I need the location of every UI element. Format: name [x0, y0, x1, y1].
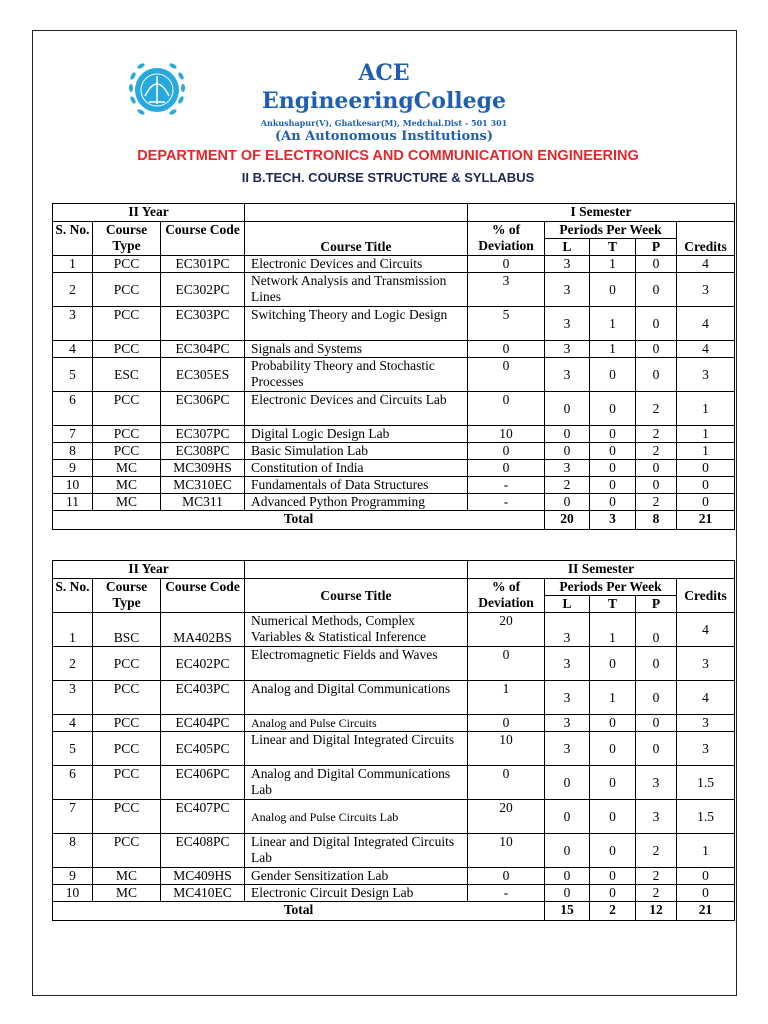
- table-row: [53, 647, 735, 681]
- lecture: 0: [545, 392, 590, 426]
- lecture: 3: [545, 307, 590, 341]
- course-title: Electronic Devices and Circuits: [245, 256, 468, 273]
- course-title: Constitution of India: [245, 460, 468, 477]
- total-label: Total: [53, 511, 545, 530]
- table-row: [53, 732, 735, 766]
- year-label: II Year: [53, 561, 245, 579]
- lecture: 3: [545, 460, 590, 477]
- sno: 7: [53, 800, 93, 834]
- sno: 5: [53, 358, 93, 392]
- deviation: 0: [468, 715, 545, 732]
- lecture: 3: [545, 256, 590, 273]
- table-row: [53, 426, 735, 443]
- col-deviation: % of Deviation: [468, 579, 545, 613]
- course-type: PCC: [93, 256, 161, 273]
- course-type: PCC: [93, 800, 161, 834]
- table-row: [53, 256, 735, 273]
- course-code: EC303PC: [161, 307, 245, 341]
- credits: 3: [677, 715, 735, 732]
- sno: 9: [53, 868, 93, 885]
- column-header-row: [53, 222, 735, 239]
- credits: 0: [677, 885, 735, 902]
- course-title: Linear and Digital Integrated Circuits Lab: [245, 834, 468, 868]
- deviation: 0: [468, 341, 545, 358]
- tutorial: 0: [590, 358, 636, 392]
- sno: 7: [53, 426, 93, 443]
- col-course-title: Course Title: [245, 579, 468, 613]
- semester-1-table: [52, 203, 735, 530]
- spacer: [245, 204, 468, 222]
- credits: 1: [677, 443, 735, 460]
- deviation: -: [468, 477, 545, 494]
- credits: 3: [677, 273, 735, 307]
- practical: 0: [636, 613, 677, 647]
- practical: 3: [636, 800, 677, 834]
- deviation: 10: [468, 732, 545, 766]
- sno: 8: [53, 443, 93, 460]
- practical: 0: [636, 732, 677, 766]
- tutorial: 0: [590, 426, 636, 443]
- deviation: 10: [468, 426, 545, 443]
- practical: 3: [636, 766, 677, 800]
- total-row: [53, 902, 735, 921]
- lecture: 3: [545, 341, 590, 358]
- tutorial: 0: [590, 477, 636, 494]
- semester-label: II Semester: [468, 561, 735, 579]
- tutorial: 0: [590, 443, 636, 460]
- course-code: EC405PC: [161, 732, 245, 766]
- col-course-type: Course Type: [93, 222, 161, 256]
- deviation: 1: [468, 681, 545, 715]
- course-code: EC404PC: [161, 715, 245, 732]
- col-course-code: Course Code: [161, 579, 245, 613]
- col-course-title: Course Title: [245, 222, 468, 256]
- sno: 1: [53, 613, 93, 647]
- sno: 8: [53, 834, 93, 868]
- sno: 3: [53, 681, 93, 715]
- course-type: PCC: [93, 766, 161, 800]
- deviation: 0: [468, 647, 545, 681]
- credits: 3: [677, 647, 735, 681]
- course-title: Digital Logic Design Lab: [245, 426, 468, 443]
- practical: 0: [636, 256, 677, 273]
- course-title: Switching Theory and Logic Design: [245, 307, 468, 341]
- course-code: MC309HS: [161, 460, 245, 477]
- tutorial: 0: [590, 732, 636, 766]
- course-type: ESC: [93, 358, 161, 392]
- course-type: PCC: [93, 341, 161, 358]
- course-type: PCC: [93, 392, 161, 426]
- lecture: 0: [545, 834, 590, 868]
- course-title: Analog and Digital Communications Lab: [245, 766, 468, 800]
- lecture: 0: [545, 426, 590, 443]
- course-type: PCC: [93, 647, 161, 681]
- college-name-ace: ACE: [358, 60, 410, 86]
- credits: 4: [677, 681, 735, 715]
- practical: 2: [636, 868, 677, 885]
- lecture: 0: [545, 494, 590, 511]
- course-type: PCC: [93, 681, 161, 715]
- course-type: MC: [93, 868, 161, 885]
- table-row: [53, 477, 735, 494]
- deviation: 0: [468, 358, 545, 392]
- total-tutorial: 2: [590, 902, 636, 921]
- table-row: [53, 494, 735, 511]
- course-code: EC406PC: [161, 766, 245, 800]
- credits: 0: [677, 494, 735, 511]
- credits: 4: [677, 613, 735, 647]
- lecture: 0: [545, 800, 590, 834]
- total-credits: 21: [677, 511, 735, 530]
- table-row: [53, 443, 735, 460]
- col-credits: Credits: [677, 222, 735, 256]
- table-row: [53, 341, 735, 358]
- practical: 2: [636, 494, 677, 511]
- col-p: P: [636, 596, 677, 613]
- course-title: Network Analysis and Transmission Lines: [245, 273, 468, 307]
- deviation: -: [468, 885, 545, 902]
- course-title: Advanced Python Programming: [245, 494, 468, 511]
- total-label: Total: [53, 902, 545, 921]
- col-periods-per-week: Periods Per Week: [545, 579, 677, 596]
- course-code: EC307PC: [161, 426, 245, 443]
- sno: 9: [53, 460, 93, 477]
- course-type: PCC: [93, 307, 161, 341]
- total-practical: 12: [636, 902, 677, 921]
- tutorial: 0: [590, 766, 636, 800]
- credits: 1.5: [677, 766, 735, 800]
- lecture: 3: [545, 647, 590, 681]
- lecture: 0: [545, 885, 590, 902]
- table-row: [53, 868, 735, 885]
- practical: 0: [636, 715, 677, 732]
- total-credits: 21: [677, 902, 735, 921]
- col-periods-per-week: Periods Per Week: [545, 222, 677, 239]
- practical: 0: [636, 358, 677, 392]
- credits: 0: [677, 868, 735, 885]
- sno: 2: [53, 273, 93, 307]
- course-type: PCC: [93, 732, 161, 766]
- course-title: Gender Sensitization Lab: [245, 868, 468, 885]
- credits: 1: [677, 426, 735, 443]
- course-type: MC: [93, 460, 161, 477]
- table-row: [53, 800, 735, 834]
- credits: 0: [677, 477, 735, 494]
- practical: 2: [636, 392, 677, 426]
- semester-header-row: [53, 561, 735, 579]
- lecture: 3: [545, 732, 590, 766]
- practical: 0: [636, 307, 677, 341]
- col-t: T: [590, 239, 636, 256]
- department-title: DEPARTMENT OF ELECTRONICS AND COMMUNICATION ENGINEERING: [137, 148, 639, 164]
- lecture: 0: [545, 443, 590, 460]
- table-row: [53, 307, 735, 341]
- tutorial: 0: [590, 885, 636, 902]
- tutorial: 1: [590, 307, 636, 341]
- table-row: [53, 681, 735, 715]
- credits: 1.5: [677, 800, 735, 834]
- tutorial: 0: [590, 834, 636, 868]
- credits: 1: [677, 392, 735, 426]
- col-course-type: Course Type: [93, 579, 161, 613]
- deviation: 3: [468, 273, 545, 307]
- credits: 3: [677, 732, 735, 766]
- deviation: 0: [468, 392, 545, 426]
- course-code: EC306PC: [161, 392, 245, 426]
- lecture: 3: [545, 273, 590, 307]
- deviation: 0: [468, 256, 545, 273]
- sno: 10: [53, 477, 93, 494]
- total-lecture: 15: [545, 902, 590, 921]
- sno: 6: [53, 392, 93, 426]
- deviation: -: [468, 494, 545, 511]
- col-sno: S. No.: [53, 222, 93, 256]
- tutorial: 0: [590, 392, 636, 426]
- tutorial: 0: [590, 273, 636, 307]
- practical: 2: [636, 426, 677, 443]
- course-title: Electronic Devices and Circuits Lab: [245, 392, 468, 426]
- lecture: 0: [545, 766, 590, 800]
- practical: 0: [636, 341, 677, 358]
- col-l: L: [545, 239, 590, 256]
- course-type: PCC: [93, 715, 161, 732]
- sno: 4: [53, 715, 93, 732]
- course-title: Analog and Pulse Circuits Lab: [245, 800, 468, 834]
- tutorial: 1: [590, 256, 636, 273]
- tutorial: 0: [590, 460, 636, 477]
- practical: 0: [636, 647, 677, 681]
- practical: 0: [636, 681, 677, 715]
- tutorial: 1: [590, 341, 636, 358]
- tutorial: 0: [590, 494, 636, 511]
- deviation: 0: [468, 460, 545, 477]
- table-row: [53, 885, 735, 902]
- course-title: Electromagnetic Fields and Waves: [245, 647, 468, 681]
- college-address: Ankushapur(V), Ghatkesar(M), Medchal.Dist - 501 301: [260, 118, 508, 128]
- course-code: EC305ES: [161, 358, 245, 392]
- credits: 0: [677, 460, 735, 477]
- credits: 1: [677, 834, 735, 868]
- credits: 4: [677, 307, 735, 341]
- course-title: Signals and Systems: [245, 341, 468, 358]
- tutorial: 1: [590, 613, 636, 647]
- table-row: [53, 613, 735, 647]
- practical: 2: [636, 834, 677, 868]
- deviation: 0: [468, 766, 545, 800]
- tutorial: 0: [590, 868, 636, 885]
- course-code: EC302PC: [161, 273, 245, 307]
- course-title: Analog and Digital Communications: [245, 681, 468, 715]
- course-title: Electronic Circuit Design Lab: [245, 885, 468, 902]
- practical: 2: [636, 885, 677, 902]
- table-row: [53, 460, 735, 477]
- course-code: MC311: [161, 494, 245, 511]
- semester-label: I Semester: [468, 204, 735, 222]
- tutorial: 0: [590, 647, 636, 681]
- course-code: EC407PC: [161, 800, 245, 834]
- course-code: EC402PC: [161, 647, 245, 681]
- table-row: [53, 358, 735, 392]
- credits: 3: [677, 358, 735, 392]
- course-code: MA402BS: [161, 613, 245, 647]
- sno: 1: [53, 256, 93, 273]
- course-title: Probability Theory and Stochastic Processes: [245, 358, 468, 392]
- lecture: 2: [545, 477, 590, 494]
- spacer: [245, 561, 468, 579]
- col-p: P: [636, 239, 677, 256]
- table-row: [53, 392, 735, 426]
- sno: 6: [53, 766, 93, 800]
- college-name: EngineeringCollege: [261, 88, 507, 114]
- course-code: MC310EC: [161, 477, 245, 494]
- lecture: 3: [545, 358, 590, 392]
- course-type: PCC: [93, 426, 161, 443]
- autonomous-label: (An Autonomous Institutions): [274, 129, 494, 144]
- table-row: [53, 273, 735, 307]
- total-row: [53, 511, 735, 530]
- course-type: MC: [93, 477, 161, 494]
- course-code: EC301PC: [161, 256, 245, 273]
- practical: 0: [636, 477, 677, 494]
- year-label: II Year: [53, 204, 245, 222]
- column-header-row: [53, 579, 735, 596]
- course-code: EC403PC: [161, 681, 245, 715]
- sno: 3: [53, 307, 93, 341]
- credits: 4: [677, 256, 735, 273]
- deviation: 10: [468, 834, 545, 868]
- tutorial: 0: [590, 800, 636, 834]
- course-title: Analog and Pulse Circuits: [245, 715, 468, 732]
- practical: 0: [636, 460, 677, 477]
- document-subtitle: II B.TECH. COURSE STRUCTURE & SYLLABUS: [241, 170, 535, 185]
- lecture: 3: [545, 715, 590, 732]
- practical: 2: [636, 443, 677, 460]
- lecture: 3: [545, 613, 590, 647]
- course-code: EC304PC: [161, 341, 245, 358]
- deviation: 0: [468, 443, 545, 460]
- course-code: MC410EC: [161, 885, 245, 902]
- col-credits: Credits: [677, 579, 735, 613]
- sno: 10: [53, 885, 93, 902]
- course-title: Linear and Digital Integrated Circuits: [245, 732, 468, 766]
- col-sno: S. No.: [53, 579, 93, 613]
- course-code: MC409HS: [161, 868, 245, 885]
- course-title: Numerical Methods, Complex Variables & Statistical Inference: [245, 613, 468, 647]
- col-deviation: % of Deviation: [468, 222, 545, 256]
- sno: 4: [53, 341, 93, 358]
- table-row: [53, 834, 735, 868]
- table-row: [53, 715, 735, 732]
- course-code: EC408PC: [161, 834, 245, 868]
- semester-2-table: [52, 560, 735, 921]
- course-type: BSC: [93, 613, 161, 647]
- total-lecture: 20: [545, 511, 590, 530]
- deviation: 5: [468, 307, 545, 341]
- sno: 11: [53, 494, 93, 511]
- course-type: PCC: [93, 834, 161, 868]
- table-row: [53, 766, 735, 800]
- tutorial: 0: [590, 715, 636, 732]
- deviation: 0: [468, 868, 545, 885]
- credits: 4: [677, 341, 735, 358]
- sno: 5: [53, 732, 93, 766]
- deviation: 20: [468, 613, 545, 647]
- lecture: 3: [545, 681, 590, 715]
- course-type: MC: [93, 885, 161, 902]
- course-title: Basic Simulation Lab: [245, 443, 468, 460]
- course-type: PCC: [93, 443, 161, 460]
- lecture: 0: [545, 868, 590, 885]
- col-t: T: [590, 596, 636, 613]
- course-code: EC308PC: [161, 443, 245, 460]
- semester-header-row: [53, 204, 735, 222]
- course-title: Fundamentals of Data Structures: [245, 477, 468, 494]
- course-type: MC: [93, 494, 161, 511]
- course-type: PCC: [93, 273, 161, 307]
- sno: 2: [53, 647, 93, 681]
- col-l: L: [545, 596, 590, 613]
- col-course-code: Course Code: [161, 222, 245, 256]
- total-tutorial: 3: [590, 511, 636, 530]
- tutorial: 1: [590, 681, 636, 715]
- deviation: 20: [468, 800, 545, 834]
- practical: 0: [636, 273, 677, 307]
- total-practical: 8: [636, 511, 677, 530]
